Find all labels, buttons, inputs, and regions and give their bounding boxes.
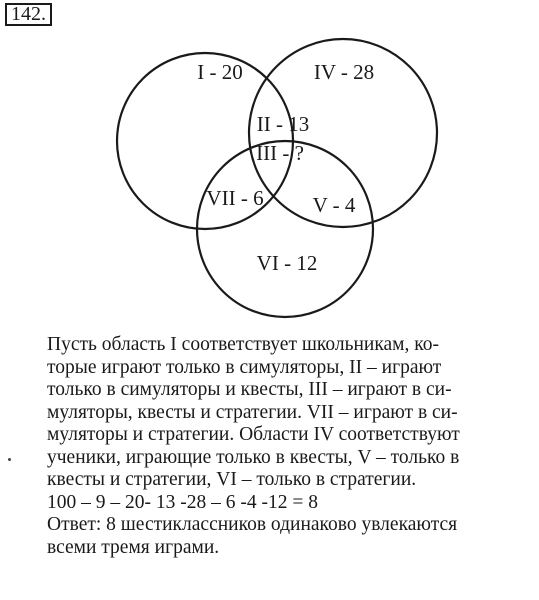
region-2-label: II - 13 — [256, 112, 310, 136]
solution-line: муляторы и стратегии. Области IV соответствуют — [47, 424, 460, 445]
region-3-label: III - ? — [256, 141, 304, 165]
solution-line: только в симуляторы и квесты, III – играют в си- — [47, 379, 452, 400]
circle-strategies — [197, 141, 373, 317]
problem-number: 142. — [5, 3, 52, 26]
region-5-label: V - 4 — [312, 193, 356, 217]
stray-dot — [8, 458, 11, 461]
solution-line: квесты и стратегии, VI – только в стратегии. — [47, 469, 417, 490]
region-4-label: IV - 28 — [313, 60, 375, 84]
solution-text — [47, 334, 537, 559]
solution-calculation: 100 – 9 – 20- 13 -28 – 6 -4 -12 = 8 — [47, 491, 318, 513]
region-7-label: VII - 6 — [206, 186, 264, 210]
region-1-label: I - 20 — [197, 60, 243, 84]
solution-line: торые играют только в симуляторы, II – играют — [47, 356, 442, 378]
solution-line: Пусть область I соответствует школьникам, ко- — [47, 334, 439, 355]
solution-answer-continued: всеми тремя играми. — [47, 536, 220, 558]
solution-line: ученики, играющие только в квесты, V – только в — [47, 446, 460, 468]
region-6-label: VI - 12 — [256, 251, 318, 275]
solution-line: муляторы, квесты и стратегии. VII – играют в си- — [47, 401, 458, 423]
solution-answer: Ответ: 8 шестиклассников одинаково увлекаются — [47, 514, 458, 535]
